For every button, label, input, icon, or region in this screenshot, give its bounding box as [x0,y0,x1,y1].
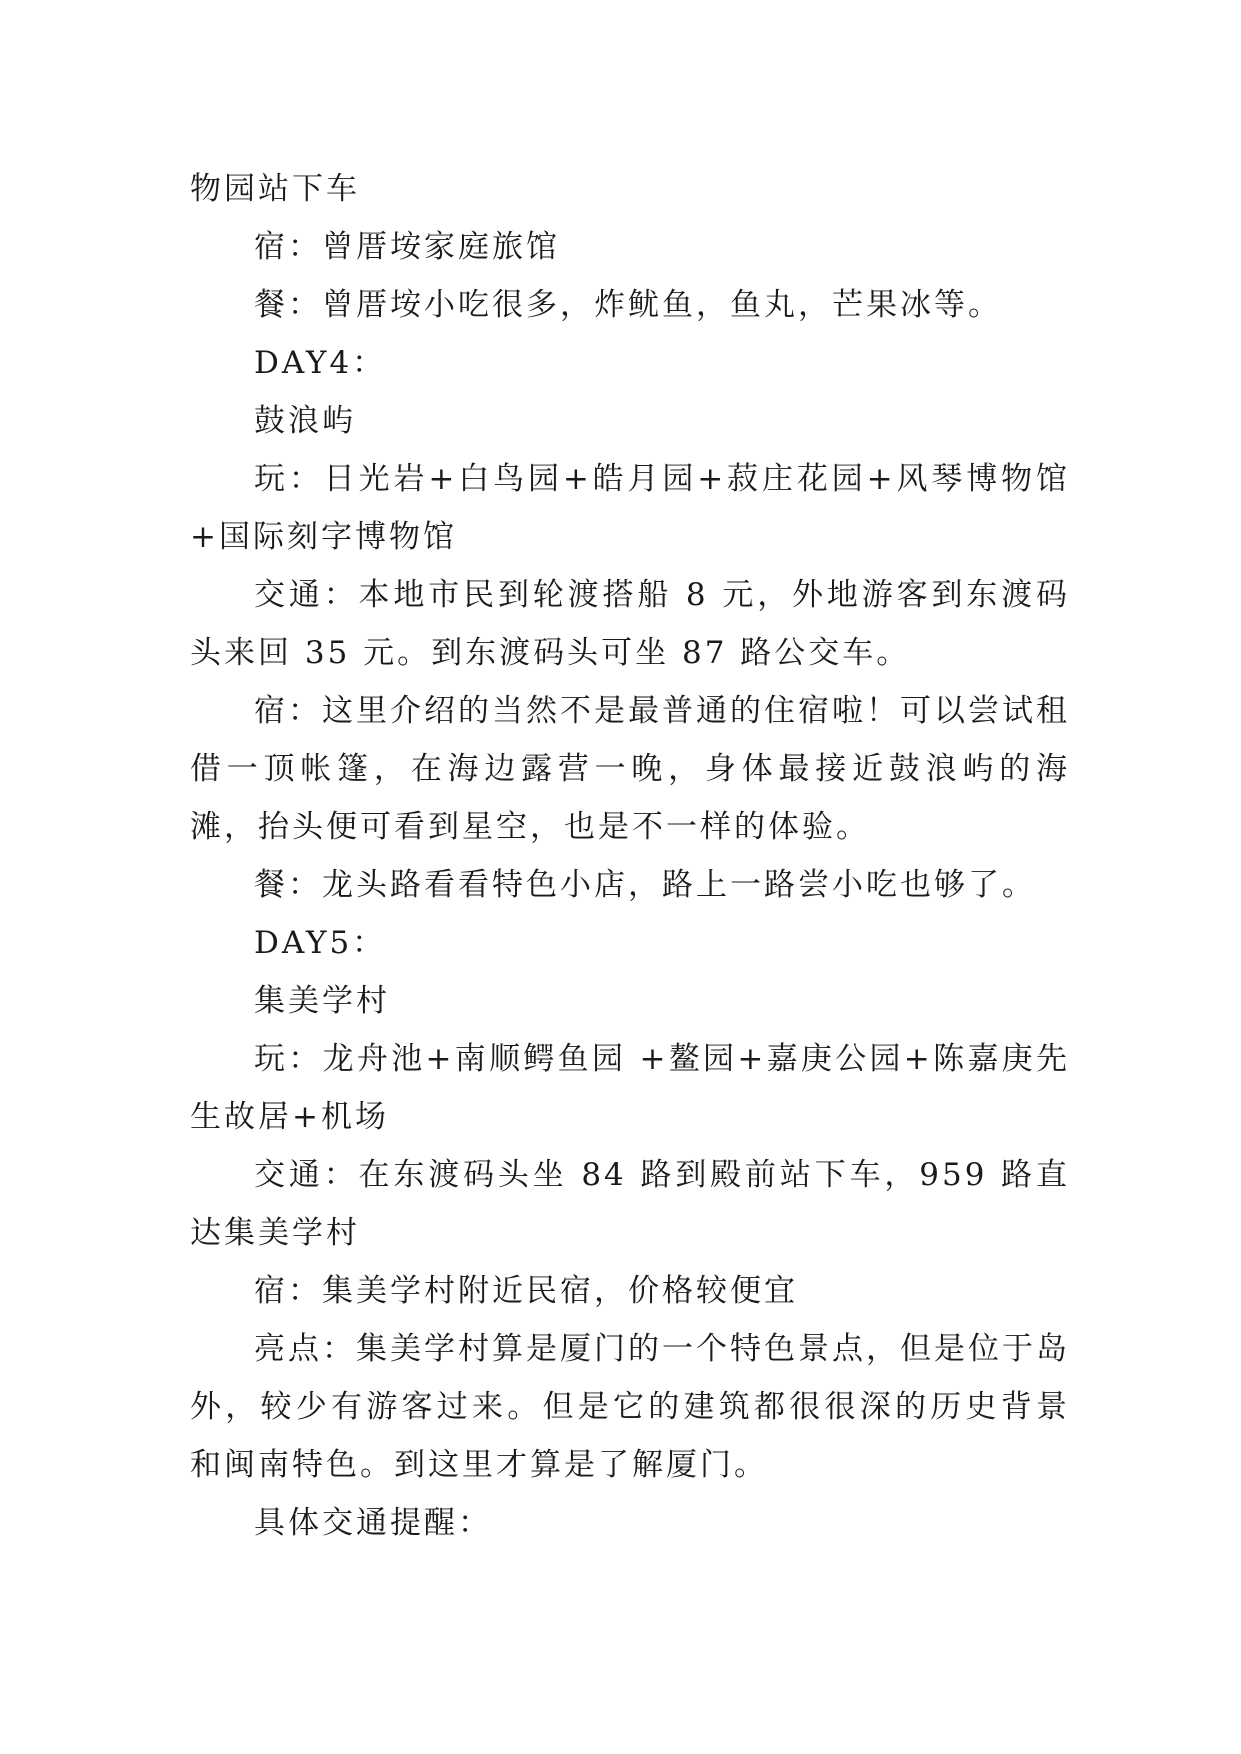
heading-transport-tips: 具体交通提醒： [254,1505,492,1541]
paragraph-food-day4: 餐：龙头路看看特色小店，路上一路尝小吃也够了。 [254,867,1036,903]
paragraph-transport-day5: 交通：在东渡码头坐 84 路到殿前站下车，959 路直达集美学村 [190,1157,1070,1251]
paragraph-highlight-day5: 亮点：集美学村算是厦门的一个特色景点，但是位于岛外，较少有游客过来。但是它的建筑都很很深的历史背景和闽南特色。到这里才算是了解厦门。 [190,1331,1070,1483]
paragraph-lodging-day4: 宿：这里介绍的当然不是最普通的住宿啦！可以尝试租借一顶帐篷，在海边露营一晚，身体最接近鼓浪屿的海滩，抬头便可看到星空，也是不一样的体验。 [190,693,1070,845]
heading-day5: DAY5： [254,925,387,961]
paragraph-lodging-day5: 宿：集美学村附近民宿，价格较便宜 [254,1273,798,1309]
heading-gulangyu: 鼓浪屿 [254,403,356,439]
heading-day4: DAY4： [254,345,387,381]
paragraph-play-day4: 玩：日光岩+白鸟园+皓月园+菽庄花园+风琴博物馆+国际刻字博物馆 [190,461,1070,555]
paragraph-transport-day4: 交通：本地市民到轮渡搭船 8 元，外地游客到东渡码头来回 35 元。到东渡码头可坐 87 路公交车。 [190,577,1070,671]
heading-jimei: 集美学村 [254,983,390,1019]
document-body [190,160,1070,1552]
paragraph-play-day5: 玩：龙舟池+南顺鳄鱼园 +鳌园+嘉庚公园+陈嘉庚先生故居+机场 [190,1041,1070,1135]
paragraph-lodging-day3: 宿：曾厝垵家庭旅馆 [254,229,560,265]
paragraph-continuation: 物园站下车 [190,171,360,207]
paragraph-food-day3: 餐：曾厝垵小吃很多，炸鱿鱼，鱼丸，芒果冰等。 [254,287,1002,323]
